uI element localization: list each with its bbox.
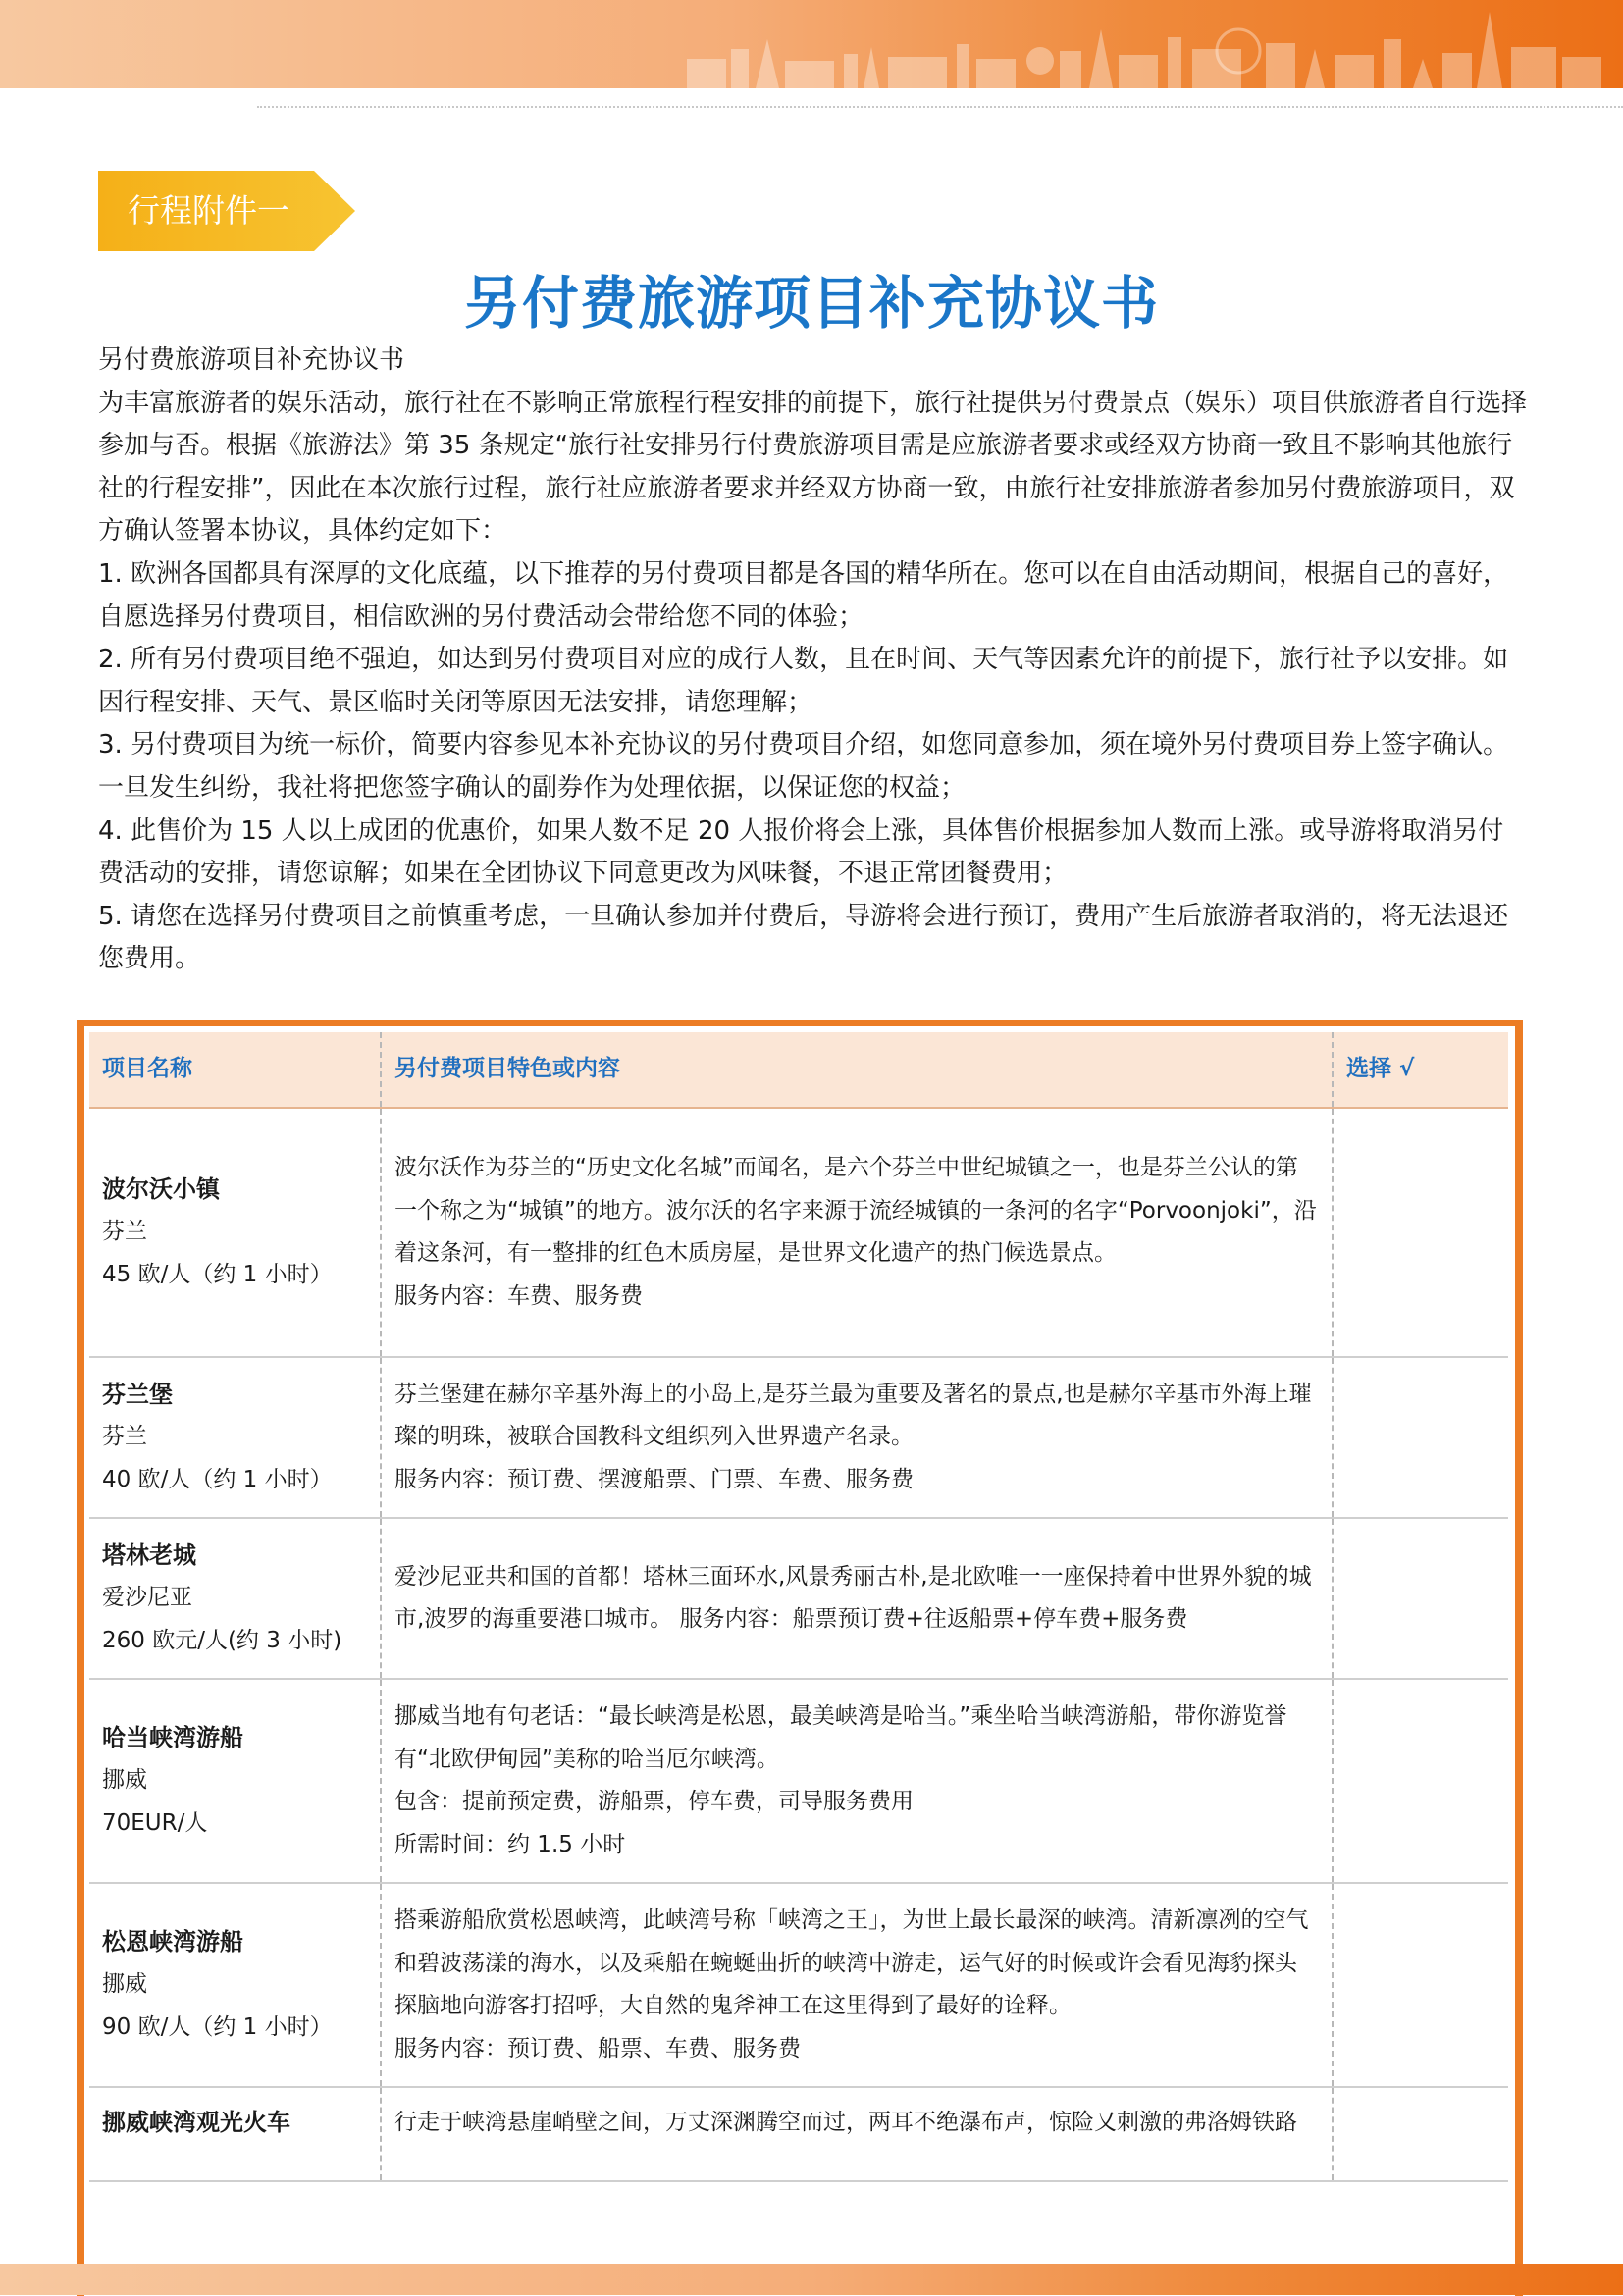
item-description: 爱沙尼亚共和国的首都！塔林三面环水,风景秀丽古朴,是北欧唯一一座保持着中世界外貌的城市,波罗的海重要港口城市。 服务内容：船票预订费+往返船票+停车费+服务费: [394, 1563, 1312, 1632]
item-country: 芬兰: [102, 1219, 147, 1245]
city-skyline-illustration: [0, 0, 1623, 88]
table-row: [89, 2087, 1508, 2181]
document-title: 另付费旅游项目补充协议书: [463, 270, 1159, 337]
item-info: [89, 1357, 381, 1518]
item-services: 服务内容：预订费、船票、车费、服务费: [394, 2035, 801, 2061]
item-services: 服务内容：车费、服务费: [394, 1282, 643, 1309]
item-description: 挪威当地有句老话：“最长峡湾是松恩，最美峡湾是哈当。”乘坐哈当峡湾游船，带你游览誉有“北欧伊甸园”美称的哈当厄尔峡湾。: [394, 1703, 1287, 1772]
table-header-row: [89, 1032, 1508, 1108]
item-price: 40 欧/人（约 1 小时）: [102, 1466, 333, 1492]
item-includes: 包含：提前预定费，游船票，停车费，司导服务费用: [394, 1789, 914, 1814]
item-name: 松恩峡湾游船: [102, 1927, 243, 1956]
item-content: [381, 2087, 1333, 2181]
clause-4: 4. 此售价为 15 人以上成团的优惠价，如果人数不足 20 人报价将会上涨，具体售价根据参加人数而上涨。或导游将取消另付费活动的安排，请您谅解；如果在全团协议下同意更改为风味餐，不退正常团餐费用；: [98, 815, 1504, 889]
item-description: 行走于峡湾悬崖峭壁之间，万丈深渊腾空而过，两耳不绝瀑布声，惊险又刺激的弗洛姆铁路: [394, 2110, 1297, 2135]
optional-items-table-wrapper: [89, 1032, 1508, 2182]
item-name: 塔林老城: [102, 1540, 196, 1569]
header-item-content: 另付费项目特色或内容: [381, 1032, 1333, 1108]
item-name: 芬兰堡: [102, 1380, 173, 1408]
clause-1: 1. 欧洲各国都具有深厚的文化底蕴，以下推荐的另付费项目都是各国的精华所在。您可以在自由活动期间，根据自己的喜好，自愿选择另付费项目，相信欧洲的另付费活动会带给您不同的体验；: [98, 558, 1509, 632]
bottom-banner: [0, 2264, 1623, 2295]
item-content: [381, 1108, 1333, 1357]
optional-items-table: [89, 1032, 1508, 2182]
agreement-intro: [98, 339, 1527, 981]
item-name: 哈当峡湾游船: [102, 1723, 243, 1751]
item-price: 260 欧元/人(约 3 小时): [102, 1627, 342, 1653]
item-price: 90 欧/人（约 1 小时）: [102, 2013, 333, 2040]
attachment-tag-label: 行程附件一: [128, 191, 289, 230]
item-country: 挪威: [102, 1767, 147, 1794]
header-divider: [257, 106, 1623, 108]
attachment-tag: [98, 171, 355, 251]
item-info: [89, 1108, 381, 1357]
item-info: [89, 1518, 381, 1679]
select-cell[interactable]: [1333, 2087, 1508, 2181]
select-cell[interactable]: [1333, 1518, 1508, 1679]
intro-heading: 另付费旅游项目补充协议书: [98, 345, 405, 375]
item-description: 搭乘游船欣赏松恩峡湾，此峡湾号称「峡湾之王」，为世上最长最深的峡湾。清新凛冽的空气和碧波荡漾的海水，以及乘船在蜿蜒曲折的峡湾中游走，运气好的时候或许会看见海豹探头探脑地向游客打招呼，大自然的鬼斧神工在这里得到了最好的诠释。: [394, 1907, 1309, 2018]
header-select: 选择 √: [1333, 1032, 1508, 1108]
item-content: [381, 1679, 1333, 1883]
table-row: [89, 1518, 1508, 1679]
item-name: 挪威峡湾观光火车: [102, 2109, 290, 2136]
item-country: 爱沙尼亚: [102, 1585, 192, 1611]
select-cell[interactable]: [1333, 1357, 1508, 1518]
item-content: [381, 1883, 1333, 2087]
select-cell[interactable]: [1333, 1883, 1508, 2087]
item-info: [89, 1883, 381, 2087]
item-description: 芬兰堡建在赫尔辛基外海上的小岛上,是芬兰最为重要及著名的景点,也是赫尔辛基市外海上璀璨的明珠，被联合国教科文组织列入世界遗产名录。: [394, 1381, 1312, 1450]
item-description: 波尔沃作为芬兰的“历史文化名城”而闻名，是六个芬兰中世纪城镇之一，也是芬兰公认的第一个称之为“城镇”的地方。波尔沃的名字来源于流经城镇的一条河的名字“Porvoonjoki”，沿着这条河，有一整排的红色木质房屋，是世界文化遗产的热门候选景点。: [394, 1155, 1317, 1266]
clause-3: 3. 另付费项目为统一标价，简要内容参见本补充协议的另付费项目介绍，如您同意参加，须在境外另付费项目券上签字确认。一旦发生纠纷，我社将把您签字确认的副券作为处理依据，以保证您的权益；: [98, 730, 1509, 803]
item-content: [381, 1357, 1333, 1518]
clause-5: 5. 请您在选择另付费项目之前慎重考虑，一旦确认参加并付费后，导游将会进行预订，费用产生后旅游者取消的，将无法退还您费用。: [98, 901, 1509, 974]
header-item-name: 项目名称: [89, 1032, 381, 1108]
intro-paragraph: 为丰富旅游者的娱乐活动，旅行社在不影响正常旅程行程安排的前提下，旅行社提供另付费景点（娱乐）项目供旅游者自行选择参加与否。根据《旅游法》第 35 条规定“旅行社安排另行付费旅游项目需是应旅游者要求或经双方协商一致且不影响其他旅行社的行程安排”，因此在本次旅行过程，旅行社应旅游者要求并经双方协商一致，由旅行社安排旅游者参加另付费旅游项目，双方确认签署本协议，具体约定如下：: [98, 388, 1528, 547]
item-services: 服务内容：预订费、摆渡船票、门票、车费、服务费: [394, 1466, 914, 1492]
table-row: [89, 1108, 1508, 1357]
table-row: [89, 1679, 1508, 1883]
item-name: 波尔沃小镇: [102, 1174, 220, 1203]
select-cell[interactable]: [1333, 1679, 1508, 1883]
clause-2: 2. 所有另付费项目绝不强迫，如达到另付费项目对应的成行人数，且在时间、天气等因素允许的前提下，旅行社予以安排。如因行程安排、天气、景区临时关闭等原因无法安排，请您理解；: [98, 645, 1509, 717]
item-info: [89, 1679, 381, 1883]
select-cell[interactable]: [1333, 1108, 1508, 1357]
item-content: [381, 1518, 1333, 1679]
item-price: 45 欧/人（约 1 小时）: [102, 1261, 333, 1287]
table-row: [89, 1357, 1508, 1518]
item-price: 70EUR/人: [102, 1809, 208, 1836]
item-duration: 所需时间：约 1.5 小时: [394, 1831, 626, 1857]
item-country: 挪威: [102, 1971, 147, 1998]
item-info: [89, 2087, 381, 2181]
table-row: [89, 1883, 1508, 2087]
item-country: 芬兰: [102, 1424, 147, 1450]
